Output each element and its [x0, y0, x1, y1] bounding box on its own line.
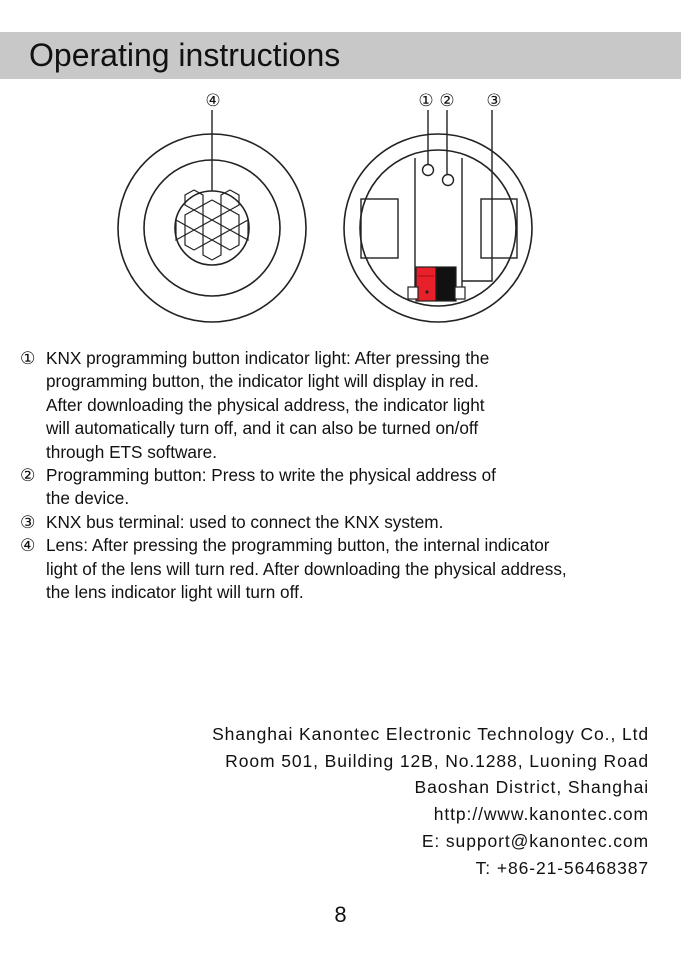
programming-button	[443, 175, 454, 186]
device-diagram	[0, 80, 681, 330]
item-number: ②	[20, 465, 36, 486]
list-item	[20, 511, 660, 534]
item-text: KNX bus terminal: used to connect the KNX system.	[46, 511, 444, 532]
item-text: Programming button: Press to write the physical address of the device.	[46, 465, 496, 509]
item-text: Lens: After pressing the programming button, the internal indicator light of the lens will turn red. After downloading the physical address, the lens indicator light will turn off.	[46, 535, 567, 603]
item-text: KNX programming button indicator light: After pressing the programming button, the indicator light will display in red. After downloading the physical address, the indicator light will automatically turn off, and it can also be turned on/off through ETS software.	[46, 348, 490, 462]
callout-4-label: ④	[205, 91, 221, 110]
front-view	[118, 110, 306, 322]
callout-3-leader	[462, 110, 492, 281]
email-link[interactable]: E: support@kanontec.com	[421, 830, 649, 851]
list-item	[20, 534, 660, 604]
indicator-light	[423, 165, 434, 176]
instructions-list	[20, 347, 660, 604]
page-number: 8	[334, 902, 347, 927]
knx-bus-terminal	[408, 267, 465, 301]
district: Baoshan District, Shanghai	[414, 777, 649, 798]
street-address: Room 501, Building 12B, No.1288, Luoning Road	[225, 750, 649, 771]
page-title: Operating instructions	[29, 37, 341, 73]
callout-3-label: ③	[486, 91, 502, 110]
website-link[interactable]: http://www.kanontec.com	[433, 804, 649, 825]
item-number: ③	[20, 511, 36, 532]
item-number: ①	[20, 348, 36, 368]
lens	[175, 191, 249, 265]
list-item	[20, 464, 660, 511]
phone-number: T: +86-21-56468387	[475, 857, 649, 878]
right-tab	[481, 199, 517, 258]
contact-block	[89, 721, 649, 881]
title-bar	[0, 32, 681, 79]
callout-1-label: ①	[418, 91, 434, 110]
list-item	[20, 347, 660, 464]
left-tab	[361, 199, 398, 258]
item-number: ④	[20, 535, 36, 556]
company-name: Shanghai Kanontec Electronic Technology Co., Ltd	[212, 724, 649, 744]
callout-2-label: ②	[439, 91, 455, 110]
